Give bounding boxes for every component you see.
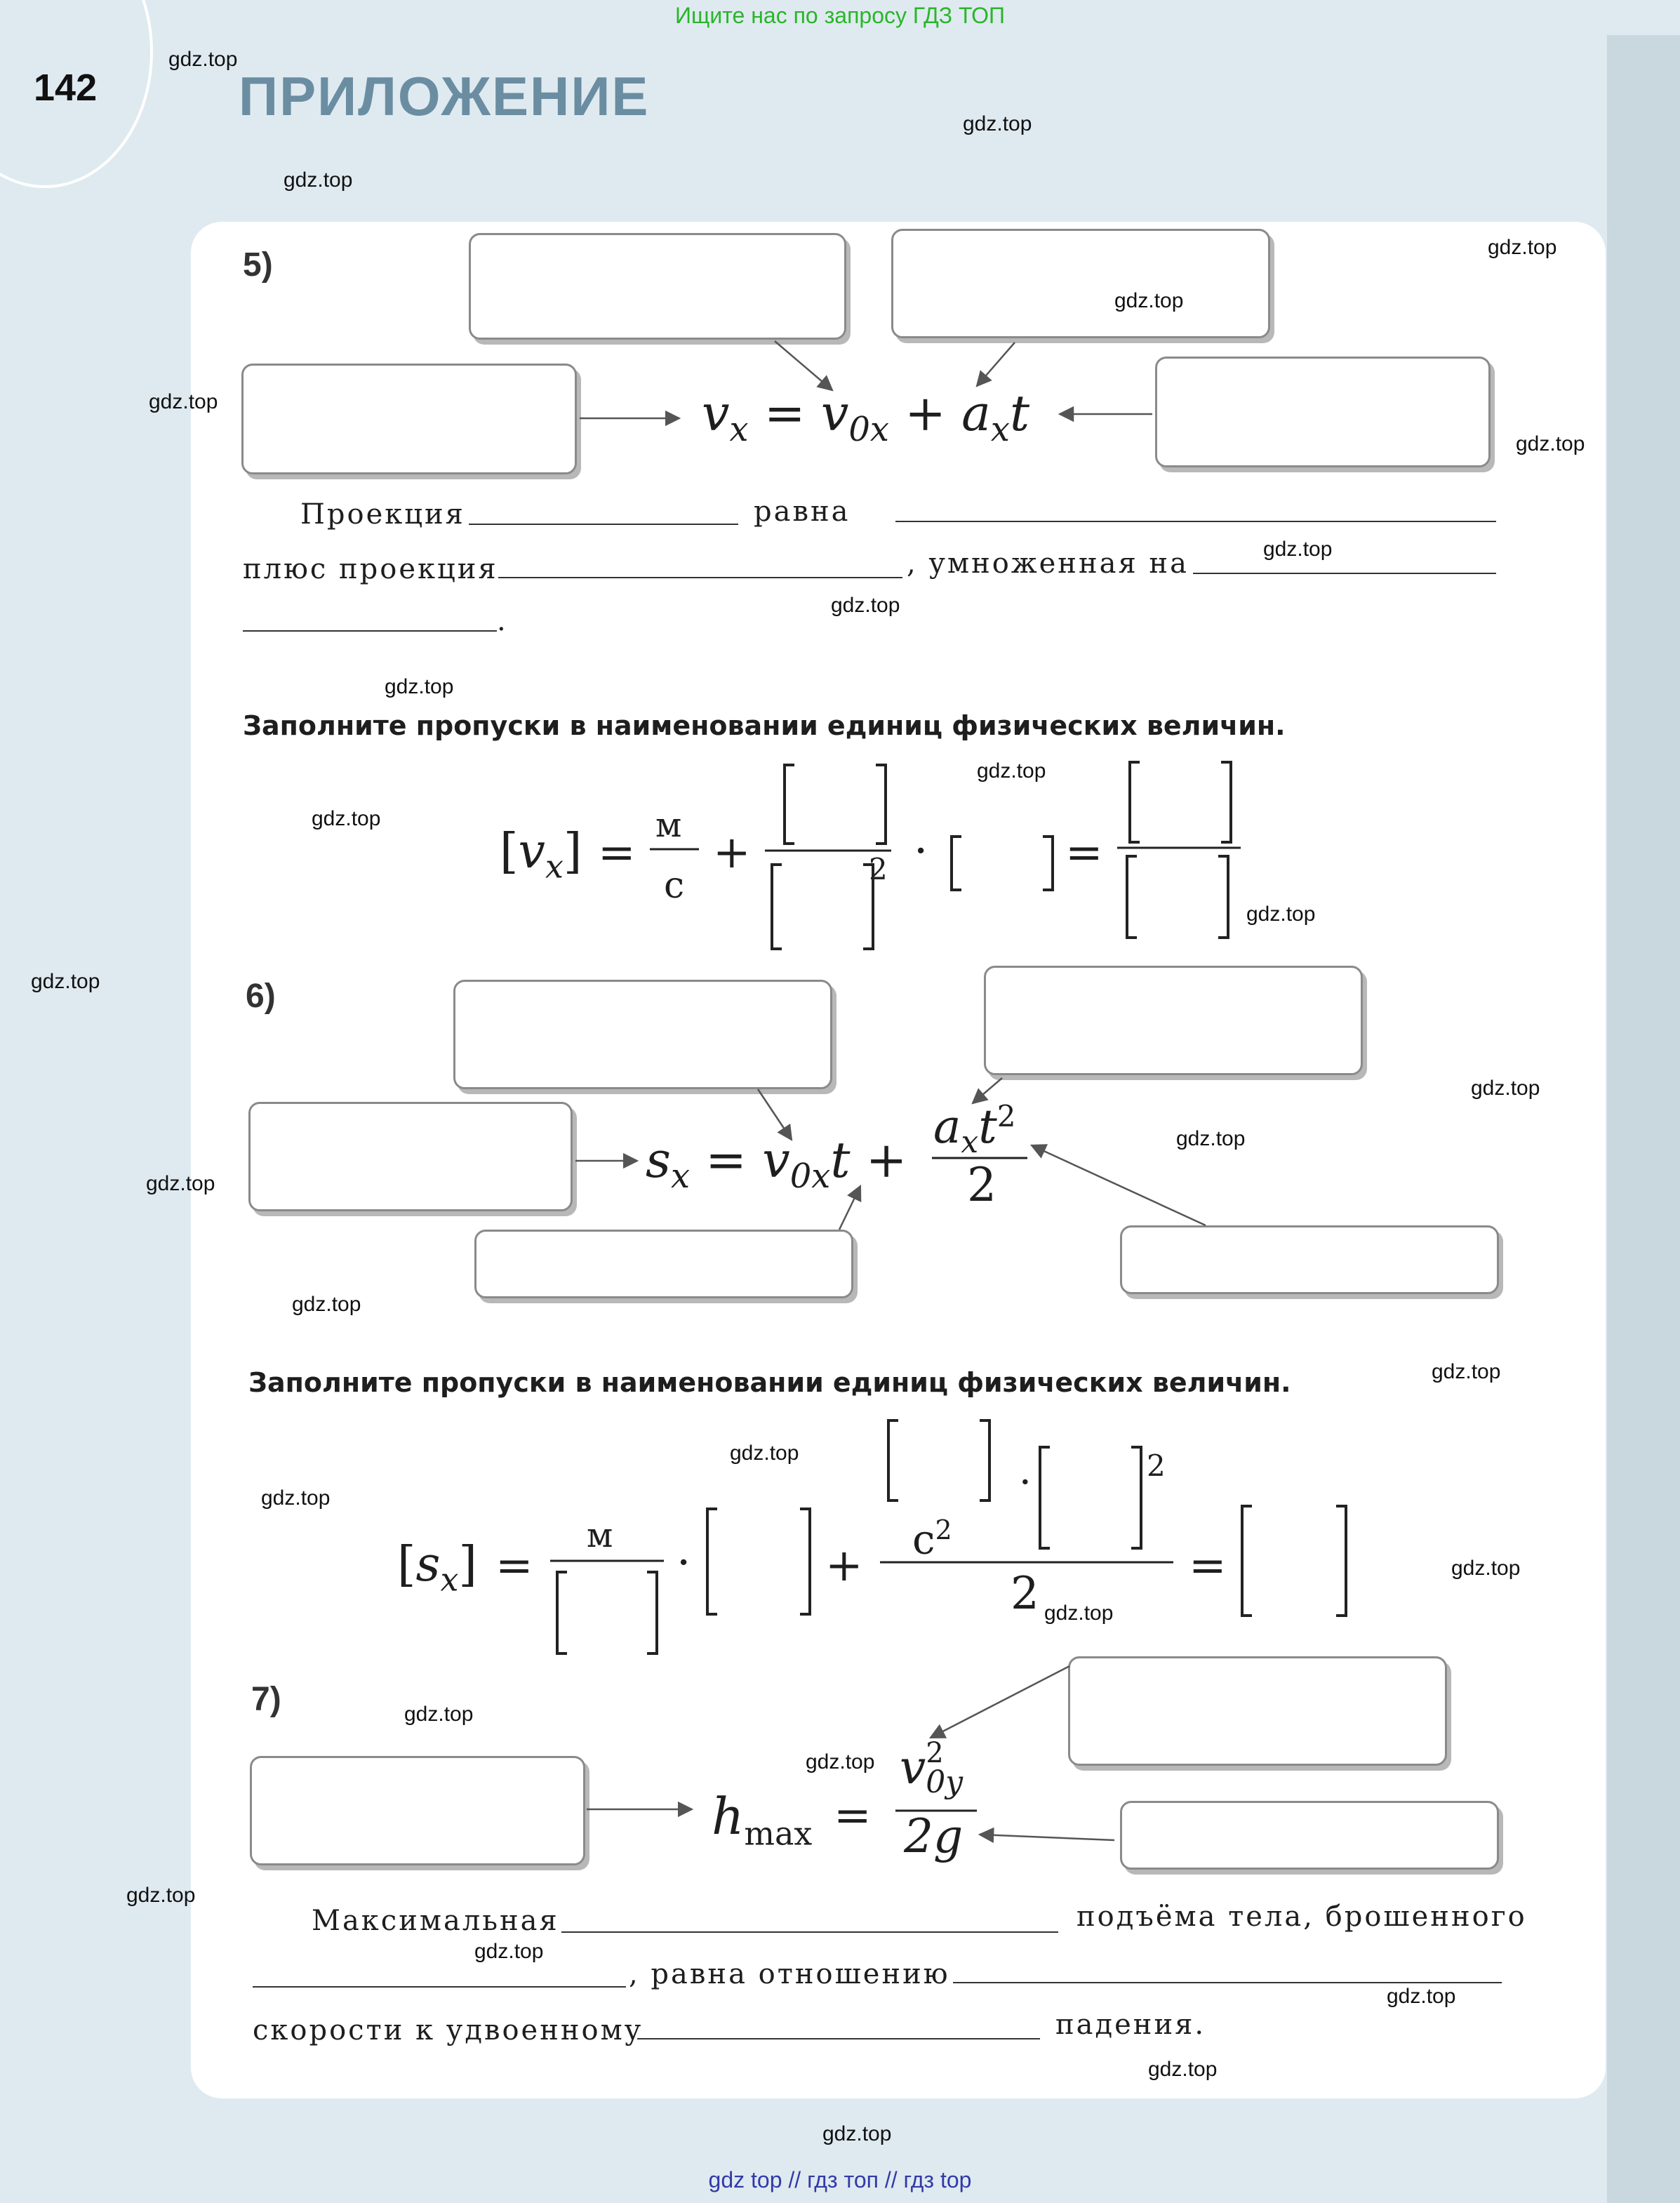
watermark: gdz.top [261,1486,331,1510]
units-6-eq2: = [1189,1540,1227,1592]
formula-6: $s_x = v_{0x}t$ + [646,1131,907,1196]
watermark: gdz.top [730,1442,799,1465]
watermark: gdz.top [1516,432,1585,455]
watermark: gdz.top [1387,1985,1456,2008]
page-number: 142 [34,67,98,109]
watermark: gdz.top [831,594,900,617]
sentence-5-word-2: равна [754,495,851,528]
watermark: gdz.top [1148,2058,1218,2081]
bracket-6-result [1242,1506,1346,1616]
bracket-6-inner-mid [1040,1447,1141,1548]
watermark: gdz.top [1471,1077,1540,1100]
sentence-5-word-1: Проекция [300,498,465,531]
sentence-5-word-3: плюс проекция [243,553,498,585]
units-6-plus: + [825,1540,863,1592]
page-header-title: ПРИЛОЖЕНИЕ [239,65,650,127]
units-5-plus: + [713,827,751,879]
watermark: gdz.top [312,807,381,830]
sentence-7-word-3: , равна отношению [629,1958,950,1990]
bracket-5-rden [1127,856,1228,938]
watermark: gdz.top [31,970,100,993]
arrow-7-top [931,1666,1069,1738]
sentence-7-word-4: скорости к удвоенному [253,2014,644,2046]
bracket-6-inner-num [888,1420,989,1500]
units-6-den: 2 [1011,1568,1039,1620]
watermark: gdz.top [1451,1557,1521,1580]
sentence-5-end: . [497,605,508,637]
watermark: gdz.top [1488,236,1557,259]
arrow-5-top-left [775,341,832,390]
formula-7-denominator: 2g [904,1809,964,1863]
bracket-5-den [772,865,873,949]
sentence-7-word-2: подъёма тела, брошенного [1076,1901,1527,1933]
watermark: gdz.top [404,1703,474,1726]
instruction-5: Заполните пропуски в наименовании единиц физических величин. [243,710,1286,741]
section-5-number: 5) [243,246,273,284]
units-6-inner-dot: · [1019,1460,1032,1505]
watermark: gdz.top [168,48,238,71]
watermark: gdz.top [474,1940,544,1963]
bottom-banner[interactable]: gdz top // гдз топ // гдз top [708,2167,972,2192]
arrow-6-top-left [758,1089,792,1140]
formula-7-lhs: $h_{max}$ [712,1787,813,1853]
instruction-6: Заполните пропуски в наименовании единиц физических величин. [248,1367,1291,1398]
watermark: gdz.top [149,390,218,413]
watermark: gdz.top [1114,289,1184,312]
units-6-lhs: $[s_x]$ [397,1537,477,1599]
bracket-5-rnum [1130,762,1231,842]
units-5-den: с [664,865,685,907]
sentence-7-word-5: падения. [1055,2009,1206,2041]
watermark: gdz.top [806,1750,875,1773]
watermark: gdz.top [977,759,1046,783]
bracket-5-mid [952,837,1053,890]
units-5-pow: 2 [869,852,888,886]
formula-6-numerator: $a_xt^2$ [933,1099,1016,1161]
watermark: gdz.top [292,1293,361,1316]
bracket-6-mid [707,1509,810,1614]
formula-5: $v_x = v_{0x} + a_xt$ [702,385,1030,449]
formula-6-denominator: 2 [967,1158,996,1212]
watermark: gdz.top [284,168,353,192]
arrow-6-bottom-left [839,1186,860,1230]
arrow-5-top-right [977,342,1015,386]
units-5-dot: · [914,825,928,877]
watermark: gdz.top [146,1172,215,1195]
units-6-dot: · [676,1537,691,1589]
watermark: gdz.top [1246,903,1316,926]
arrow-7-right [980,1835,1114,1840]
sentence-5-word-4: , умноженная на [907,547,1189,580]
units-5-num: м [655,806,682,845]
watermark: gdz.top [385,675,454,698]
watermark: gdz.top [1176,1127,1246,1150]
formula-7-numerator: v 2 0y [900,1737,964,1800]
units-6-eq: = [495,1540,533,1592]
sentence-7-word-1: Максимальная [312,1905,559,1937]
top-banner[interactable]: Ищите нас по запросу ГДЗ ТОП [675,3,1005,28]
watermark: gdz.top [1432,1360,1501,1383]
watermark: gdz.top [126,1884,196,1907]
units-6-pow2: 2 [1147,1449,1166,1483]
watermark: gdz.top [822,2122,892,2145]
units-5-eq2: = [1065,827,1103,879]
watermark: gdz.top [1263,538,1333,561]
formula-7-eq: = [834,1790,872,1842]
section-7-number: 7) [251,1681,281,1718]
units-5-eq: = [598,827,636,879]
watermark: gdz.top [1044,1602,1114,1625]
units-6-inner-den: $c^2$ [912,1515,952,1564]
watermark: gdz.top [963,112,1032,135]
section-6-number: 6) [246,978,276,1015]
units-6-num: м [587,1516,613,1555]
bracket-6-den [557,1572,657,1653]
bracket-5-num [785,765,886,844]
units-5-lhs: $[v_x]$ [500,824,582,886]
arrow-6-bottom-right [1032,1145,1206,1225]
arrow-6-top-right [973,1078,1002,1103]
